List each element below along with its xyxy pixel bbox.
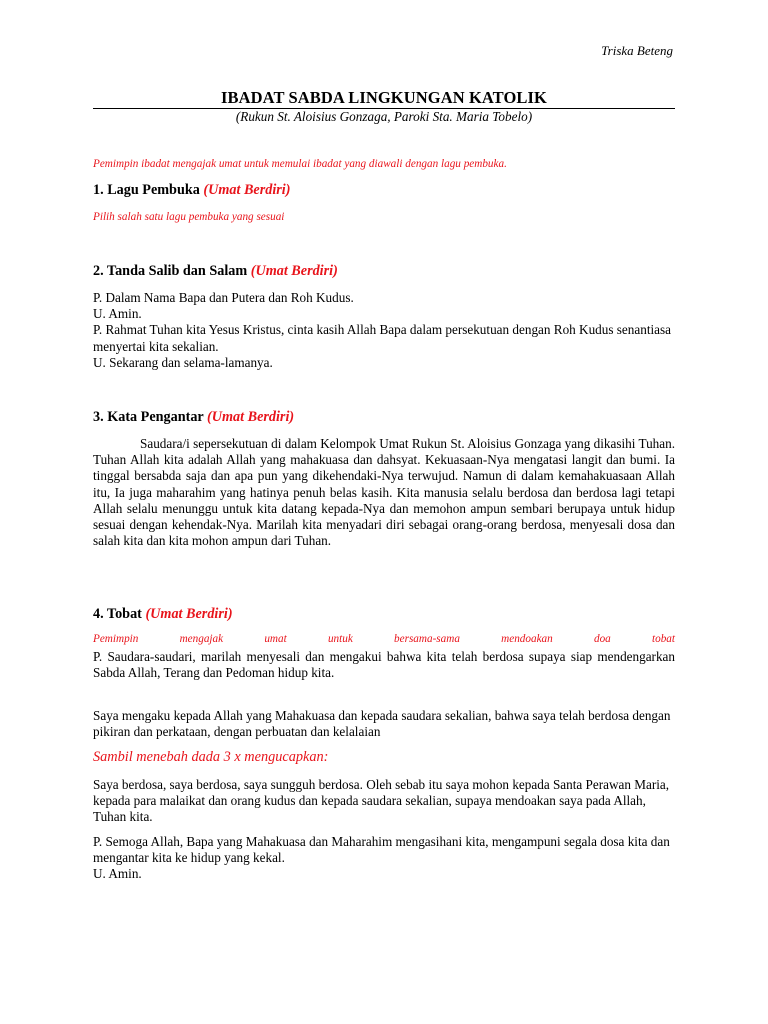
dialogue-line: U. Sekarang dan selama-lamanya. bbox=[93, 354, 273, 370]
introduction-paragraph: Saudara/i sepersekutuan di dalam Kelompok Umat Rukun St. Aloisius Gonzaga yang dikasihi Tuhan. Tuhan Allah kita adalah Allah yang mahakuasa dan dahsyat. Kekuasaan-Nya mengatasi langit dan bumi. Ia tinggal bersabda saja dan apa pun yang dikehendaki-Nya terwujud. Namun di dalam kemahakuasaan Allah itu, Ia juga maharahim yang hatinya penuh belas kasih. Kita manusia selalu berdosa dan berdosa lagi tetapi Allah selalu menunggu untuk kita datang kepada-Nya dan memohon ampun sembari berupaya untuk hidup sesuai dengan kehendak-Nya. Marilah kita menyadari diri sebagai orang-orang berdosa, menyesali dosa dan salah kita dan kita mohon ampun dari Tuhan. bbox=[93, 436, 675, 549]
section-3-stand: (Umat Berdiri) bbox=[207, 409, 295, 425]
confiteor-text-2: Saya berdosa, saya berdosa, saya sungguh berdosa. Oleh sebab itu saya mohon kepada Santa Perawan Maria, kepada para malaikat dan orang kudus dan kepada saudara sekalian, supaya mendoakan saya pada Allah, Tuhan kita. bbox=[93, 777, 670, 825]
dialogue-line: U. Amin. bbox=[93, 306, 142, 322]
intro-rubric: Pemimpin ibadat mengajak umat untuk memulai ibadat yang diawali dengan lagu pembuka. bbox=[93, 158, 507, 170]
gesture-rubric: Sambil menebah dada 3 x mengucapkan: bbox=[93, 749, 329, 765]
document-subtitle: (Rukun St. Aloisius Gonzaga, Paroki Sta. Maria Tobelo) bbox=[235, 109, 533, 124]
section-2-dialogue bbox=[93, 290, 675, 371]
absolution-text: P. Semoga Allah, Bapa yang Mahakuasa dan Maharahim mengasihani kita, mengampuni segala dosa kita dan mengantar kita ke hidup yang kekal. bbox=[93, 834, 670, 866]
section-1-rubric: Pilih salah satu lagu pembuka yang sesuai bbox=[93, 211, 285, 223]
section-1-title: 1. Lagu Pembuka bbox=[93, 182, 200, 198]
section-4-stand: (Umat Berdiri) bbox=[145, 606, 233, 622]
section-3-title: 3. Kata Pengantar bbox=[93, 409, 204, 425]
section-3-heading bbox=[93, 408, 675, 426]
section-4-title: 4. Tobat bbox=[93, 606, 142, 622]
dialogue-line: P. Rahmat Tuhan kita Yesus Kristus, cinta kasih Allah Bapa dalam persekutuan dengan Roh Kudus senantiasa menyertai kita sekalian. bbox=[93, 322, 671, 354]
dialogue-line: P. Dalam Nama Bapa dan Putera dan Roh Kudus. bbox=[93, 290, 354, 305]
section-4-rubric: Pemimpin mengajak umat untuk bersama-sama mendoakan doa tobat bbox=[93, 633, 675, 645]
absolution-block bbox=[93, 834, 675, 883]
penitence-invitation: P. Saudara-saudari, marilah menyesali dan mengakui bahwa kita telah berdosa supaya siap mendengarkan Sabda Allah, Terang dan Pedoman hidup kita. bbox=[93, 649, 675, 681]
confiteor-text: Saya mengaku kepada Allah yang Mahakuasa dan kepada saudara sekalian, bahwa saya telah berdosa dengan pikiran dan perkataan, dengan perbuatan dan kelalaian bbox=[93, 708, 671, 740]
section-1-stand: (Umat Berdiri) bbox=[203, 182, 291, 198]
section-2-title: 2. Tanda Salib dan Salam bbox=[93, 263, 248, 279]
section-2-heading bbox=[93, 262, 675, 280]
document-title: IBADAT SABDA LINGKUNGAN KATOLIK bbox=[221, 88, 547, 107]
section-4-heading bbox=[93, 605, 675, 623]
response-text: U. Amin. bbox=[93, 866, 142, 882]
section-2-stand: (Umat Berdiri) bbox=[250, 263, 338, 279]
section-1-heading bbox=[93, 181, 675, 199]
author-name: Triska Beteng bbox=[601, 43, 673, 58]
